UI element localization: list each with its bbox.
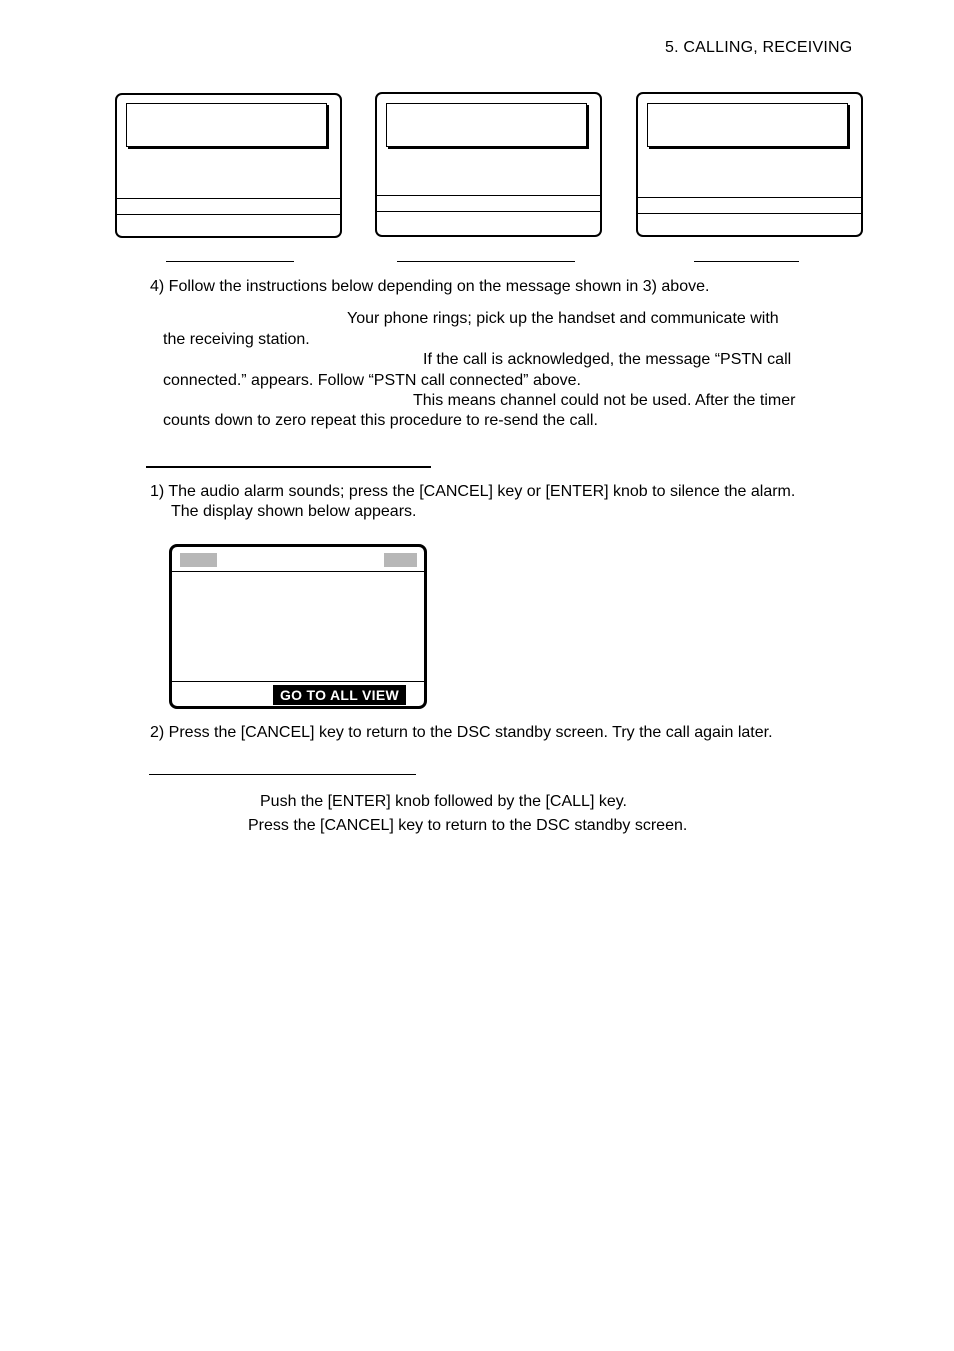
receive-step1-line1: 1) The audio alarm sounds; press the [CANCEL] key or [ENTER] knob to silence the alarm. xyxy=(150,483,796,500)
step4-intro: 4) Follow the instructions below depending on the message shown in 3) above. xyxy=(150,278,710,295)
screen-illustration-2 xyxy=(375,92,602,237)
alarm-display-illustration xyxy=(169,544,427,709)
screen-message-box xyxy=(386,103,587,147)
step4-item2-line1: If the call is acknowledged, the message “PSTN call xyxy=(423,351,792,368)
screen-divider xyxy=(377,211,600,212)
final-line2: Press the [CANCEL] key to return to the DSC standby screen. xyxy=(248,817,688,834)
screen-illustration-3 xyxy=(636,92,863,237)
display-top-divider xyxy=(172,571,424,572)
final-line1: Push the [ENTER] knob followed by the [CALL] key. xyxy=(260,793,627,810)
running-header: 5. CALLING, RECEIVING xyxy=(665,39,853,56)
screen-message-box xyxy=(126,103,327,147)
status-indicator-right xyxy=(384,553,417,567)
caption-underline xyxy=(694,261,799,262)
caption-underline xyxy=(166,261,294,262)
status-indicator-left xyxy=(180,553,217,567)
step4-item1-line2: the receiving station. xyxy=(163,331,310,348)
receive-step2: 2) Press the [CANCEL] key to return to the DSC standby screen. Try the call again later. xyxy=(150,724,773,741)
section-heading-underline xyxy=(146,466,431,468)
screen-divider xyxy=(117,214,340,215)
screen-divider xyxy=(638,197,861,198)
screen-illustration-1 xyxy=(115,93,342,238)
screen-divider xyxy=(117,198,340,199)
section-heading-underline-2 xyxy=(149,774,416,775)
display-bottom-divider xyxy=(172,681,424,682)
screen-divider xyxy=(638,213,861,214)
caption-underline xyxy=(397,261,575,262)
screen-message-box xyxy=(647,103,848,147)
step4-item3-line2: counts down to zero repeat this procedure to re-send the call. xyxy=(163,412,598,429)
step4-item2-line2: connected.” appears. Follow “PSTN call connected” above. xyxy=(163,372,581,389)
go-to-all-view-softkey: GO TO ALL VIEW xyxy=(273,685,406,705)
receive-step1-line2: The display shown below appears. xyxy=(171,503,417,520)
screen-divider xyxy=(377,195,600,196)
step4-item1-line1: Your phone rings; pick up the handset and communicate with xyxy=(347,310,779,327)
step4-item3-line1: This means channel could not be used. After the timer xyxy=(413,392,796,409)
